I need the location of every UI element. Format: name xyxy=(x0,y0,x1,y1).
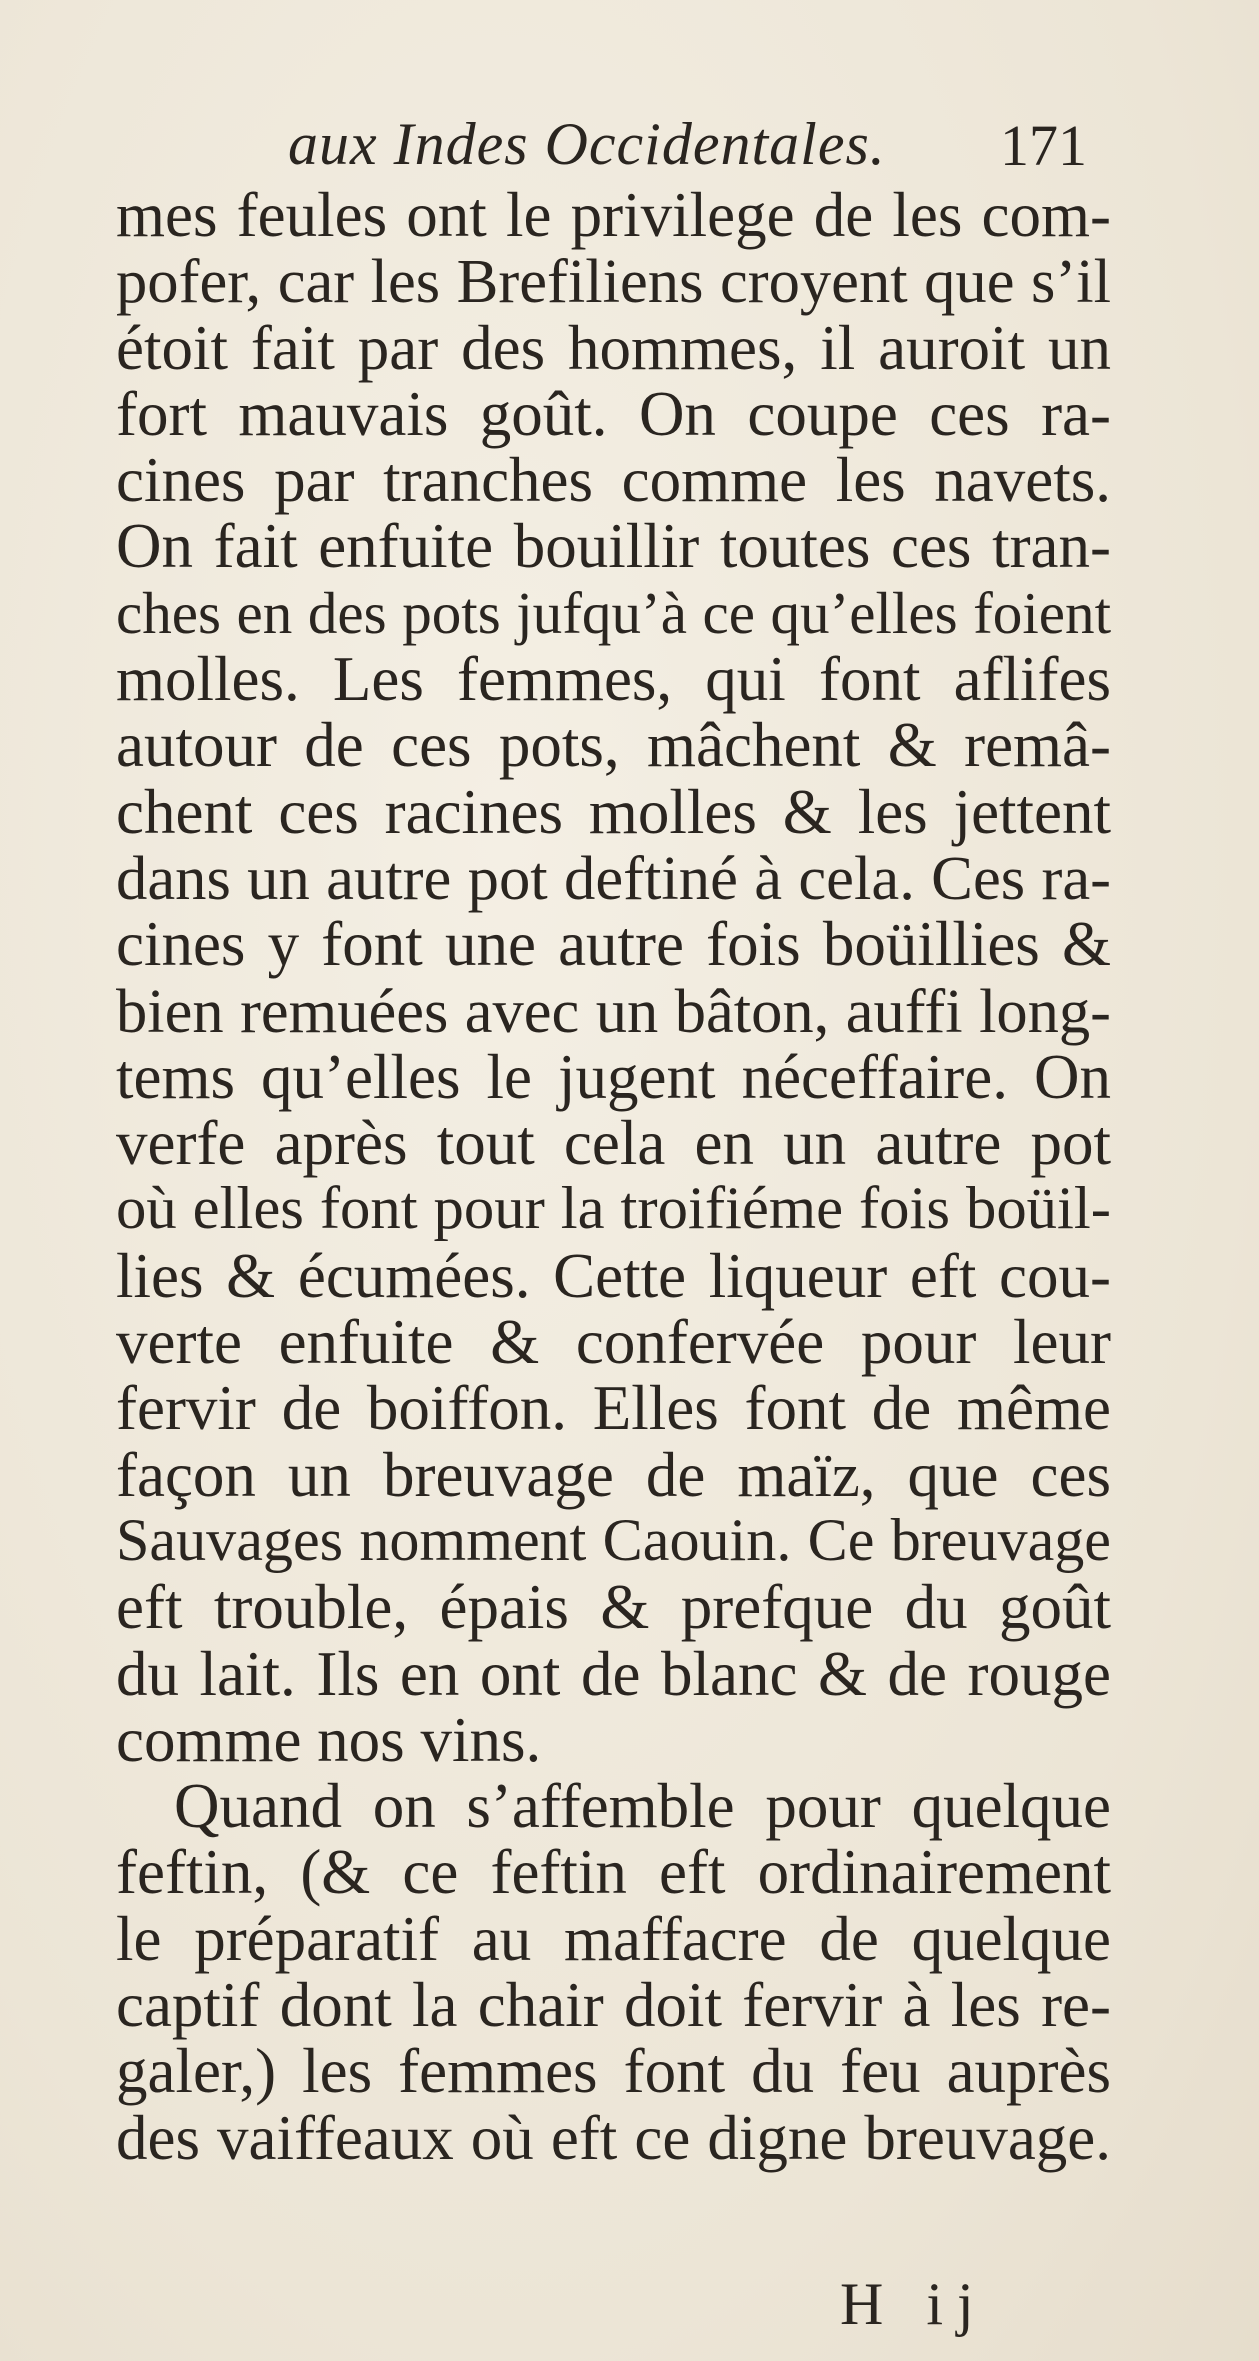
text-line: bien remuées avec un bâton, auffi long- xyxy=(116,975,1111,1046)
text-line: molles. Les femmes, qui font aflifes xyxy=(116,644,1111,715)
text-line: étoit fait par des hommes, il auroit un xyxy=(116,312,1111,383)
text-line: mes feules ont le privilege de les com- xyxy=(116,180,1111,250)
text-line: lies & écumées. Cette liqueur eft cou- xyxy=(116,1240,1111,1311)
text-line: autour de ces pots, mâchent & remâ- xyxy=(116,710,1111,781)
text-line: On fait enfuite bouillir toutes ces tran- xyxy=(116,511,1111,582)
page-number: 171 xyxy=(1000,113,1087,178)
paragraph-start-line: Quand on s’affemble pour quelque xyxy=(174,1771,1111,1842)
text-line: captif dont la chair doit fervir à les re- xyxy=(116,1970,1111,2041)
running-head xyxy=(0,110,1259,190)
signature-mark: H ij xyxy=(840,2271,988,2337)
text-line: où elles font pour la troifiéme fois boüil- xyxy=(116,1175,1111,1243)
text-line: eft trouble, épais & prefque du goût xyxy=(116,1572,1111,1643)
text-line: chent ces racines molles & les jettent xyxy=(116,776,1111,847)
text-line: cines y font une autre fois boüillies & xyxy=(116,909,1111,980)
text-line: fort mauvais goût. On coupe ces ra- xyxy=(116,378,1111,449)
text-line: façon un breuvage de maïz, que ces xyxy=(116,1439,1111,1510)
text-line: pofer, car les Brefiliens croyent que s’il xyxy=(116,246,1111,317)
text-line: cines par tranches comme les navets. xyxy=(116,445,1111,516)
text-line: des vaiffeaux où eft ce digne breuvage. xyxy=(116,2102,1111,2173)
text-line: Sauvages nomment Caouin. Ce breuvage xyxy=(116,1506,1111,1574)
text-line: feftin, (& ce feftin eft ordinairement xyxy=(116,1837,1111,1908)
text-line: du lait. Ils en ont de blanc & de rouge xyxy=(116,1638,1111,1709)
text-line: verfe après tout cela en un autre pot xyxy=(116,1108,1111,1179)
body-text xyxy=(116,182,1111,2171)
text-line: ches en des pots jufqu’à ce qu’elles foient xyxy=(116,579,1111,646)
text-line: galer,) les femmes font du feu auprès xyxy=(116,2036,1111,2107)
text-line: le préparatif au maffacre de quelque xyxy=(116,1903,1111,1974)
text-line: fervir de boiffon. Elles font de même xyxy=(116,1373,1111,1444)
running-title: aux Indes Occidentales. xyxy=(288,111,886,177)
text-line: tems qu’elles le jugent néceffaire. On xyxy=(116,1041,1111,1112)
paragraph-end-line: comme nos vins. xyxy=(116,1704,542,1775)
text-line: dans un autre pot deftiné à cela. Ces ra- xyxy=(116,842,1111,913)
text-line: verte enfuite & confervée pour leur xyxy=(116,1307,1111,1378)
signature-line xyxy=(0,2270,1259,2340)
